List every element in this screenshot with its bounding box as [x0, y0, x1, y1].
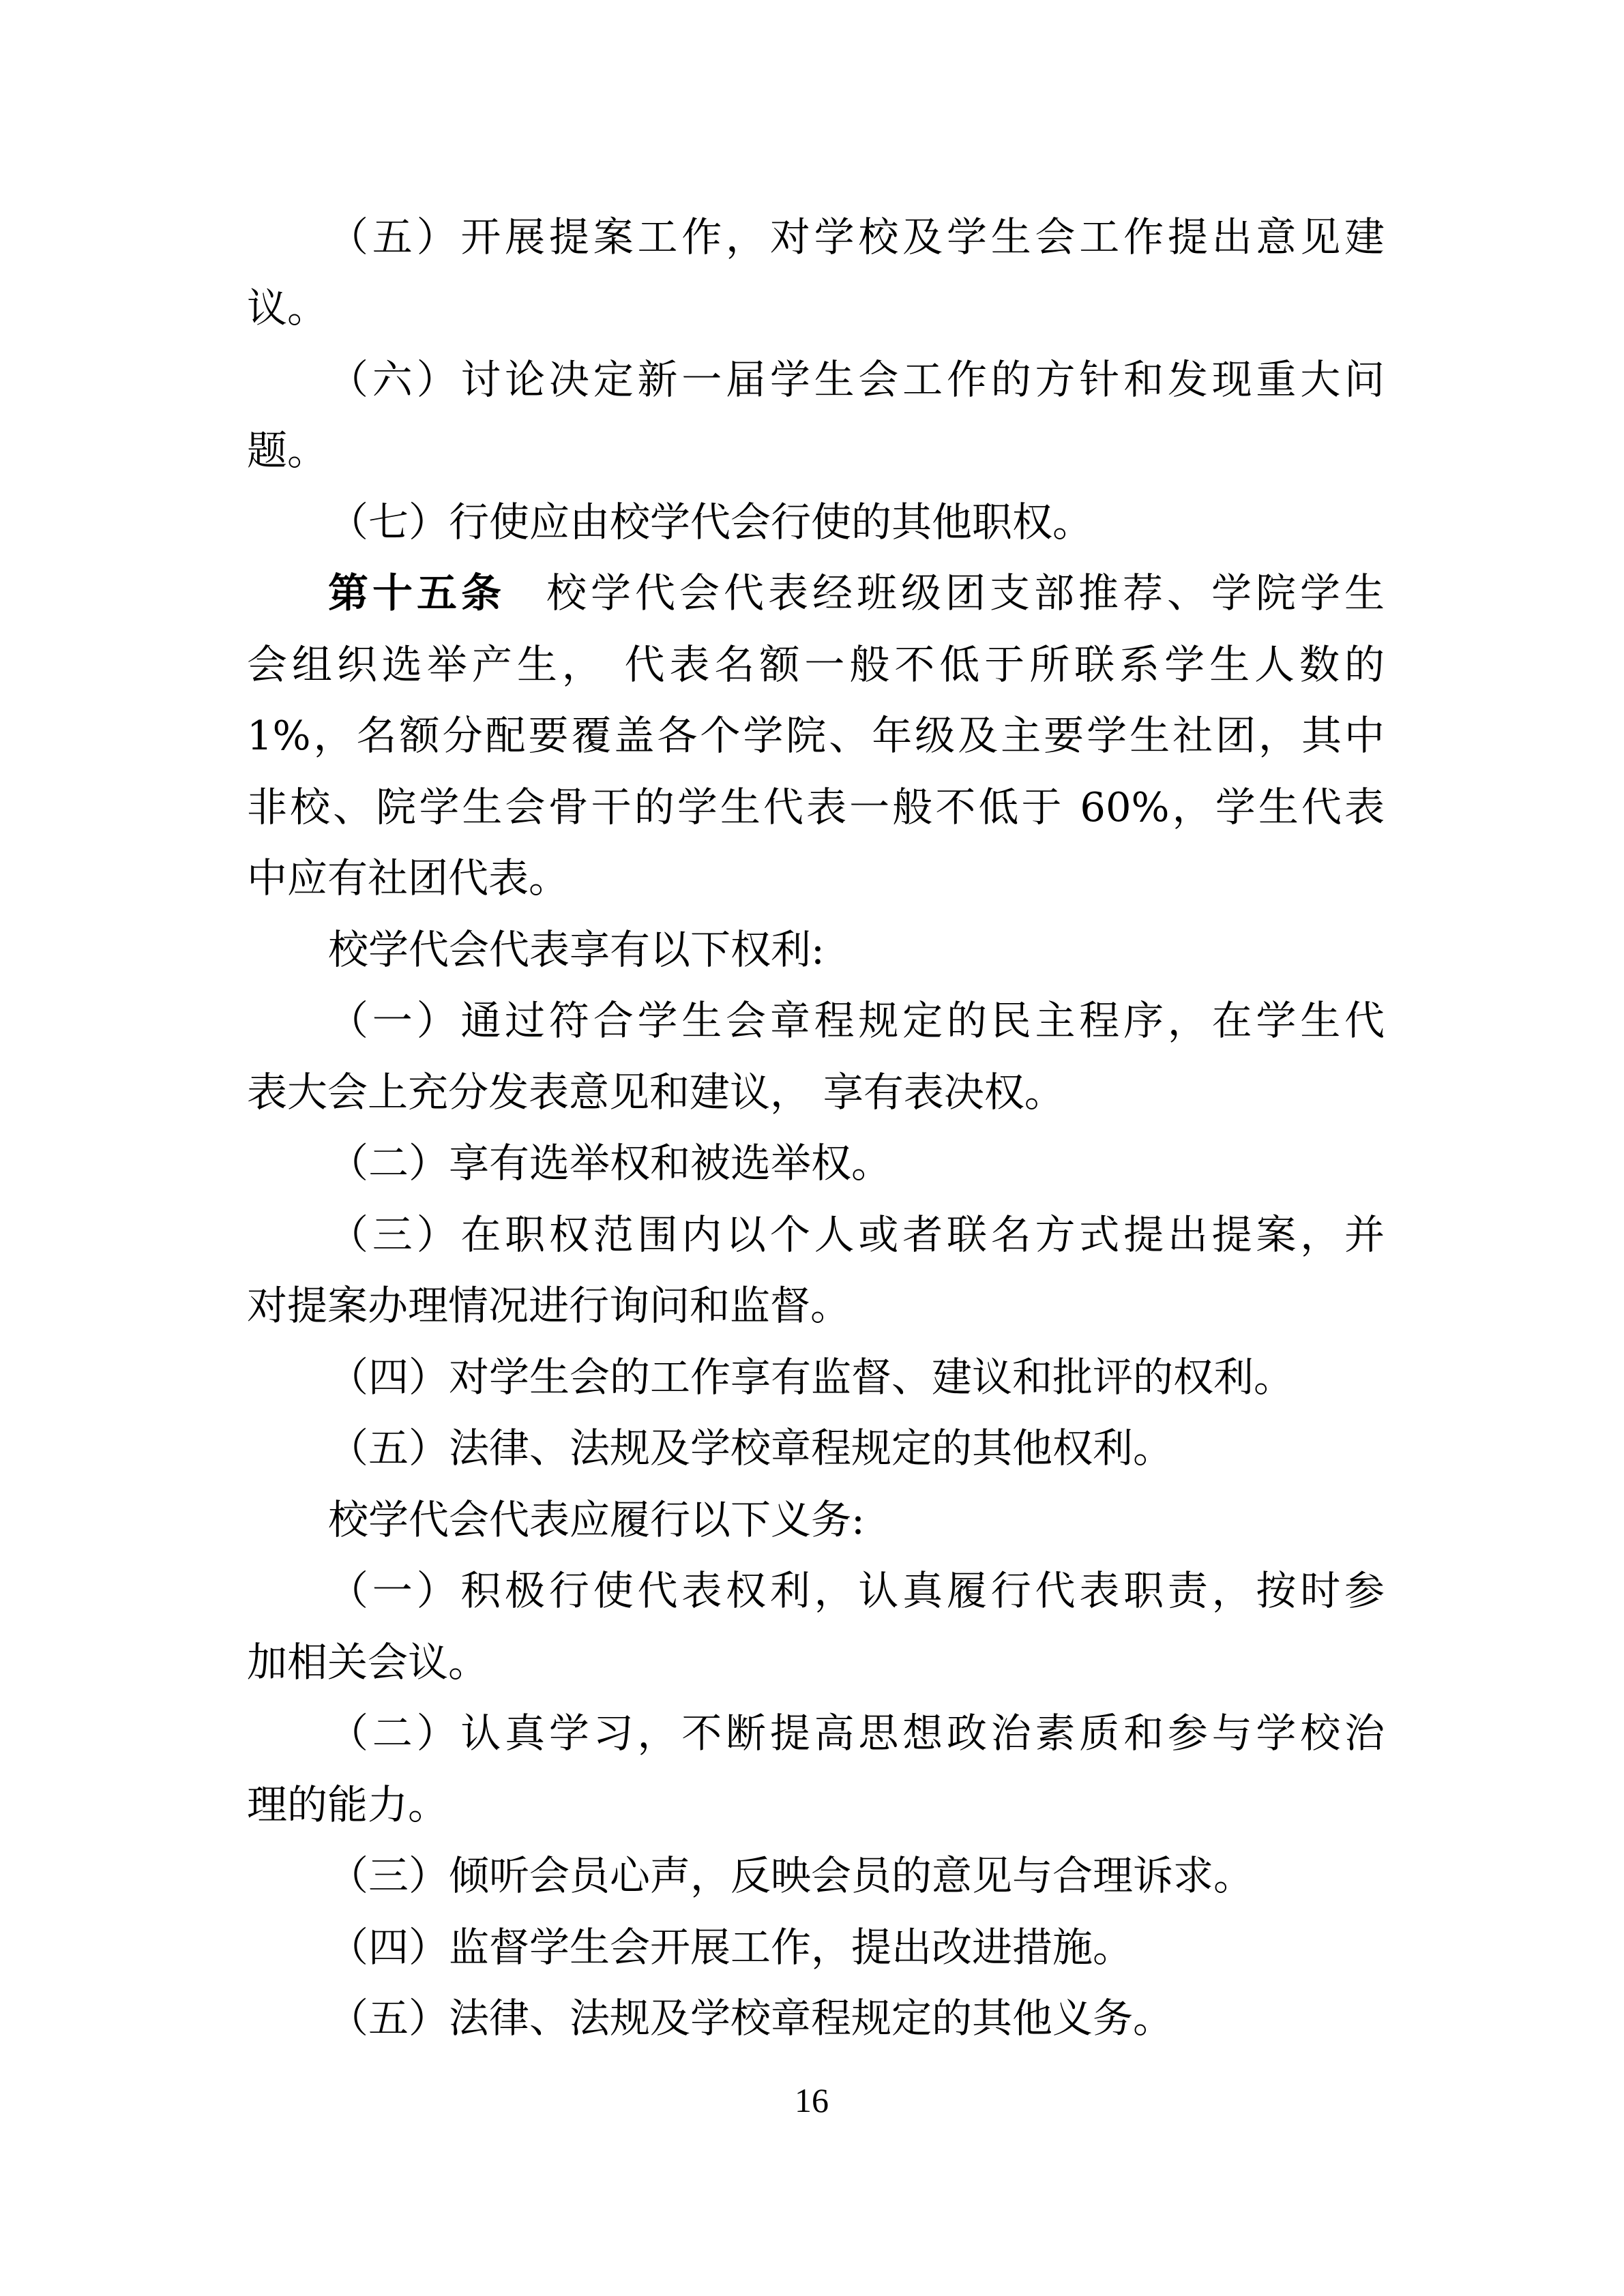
paragraph-line: （一）积极行使代表权利，认真履行代表职责，按时参: [328, 1567, 1385, 1614]
paragraph-line: （五）法律、法规及学校章程规定的其他权利。: [328, 1425, 1174, 1472]
paragraph-line: 校学代会代表享有以下权利:: [328, 926, 825, 973]
paragraph-line: 对提案办理情况进行询问和监督。: [247, 1282, 851, 1329]
paragraph-line: （六）讨论决定新一届学生会工作的方针和发现重大问: [328, 356, 1385, 403]
paragraph-line: 理的能力。: [247, 1781, 449, 1828]
paragraph-line: （四）监督学生会开展工作，提出改进措施。: [328, 1924, 1134, 1971]
paragraph-line: 1%，名额分配要覆盖各个学院、年级及主要学生社团，其中: [247, 712, 1385, 759]
paragraph-line: （五）法律、法规及学校章程规定的其他义务。: [328, 1995, 1174, 2042]
paragraph-line: （七）行使应由校学代会行使的其他职权。: [328, 498, 1093, 546]
paragraph-line: （二）认真学习，不断提高思想政治素质和参与学校治: [328, 1710, 1385, 1757]
paragraph-line: 校学代会代表应履行以下义务:: [328, 1496, 865, 1543]
paragraph-line: 中应有社团代表。: [247, 854, 570, 901]
paragraph-line: （四）对学生会的工作享有监督、建议和批评的权利。: [328, 1354, 1295, 1401]
paragraph-line: 非校、院学生会骨干的学生代表一般不低于 60%，学生代表: [247, 784, 1385, 831]
paragraph-line: 议。: [247, 284, 328, 331]
paragraph-line: 加相关会议。: [247, 1639, 489, 1686]
article-number: 第十五条: [328, 569, 505, 616]
paragraph-line: （二）享有选举权和被选举权。: [328, 1139, 892, 1187]
paragraph-line: 表大会上充分发表意见和建议， 享有表决权。: [247, 1069, 1065, 1116]
article-text: 校学代会代表经班级团支部推荐、学院学生: [546, 569, 1385, 616]
article-heading-line: [247, 566, 1385, 621]
paragraph-line: （三）在职权范围内以个人或者联名方式提出提案，并: [328, 1211, 1385, 1258]
page-number: 16: [795, 2081, 829, 2119]
paragraph-line: 会组织选举产生， 代表名额一般不低于所联系学生人数的: [247, 641, 1385, 688]
paragraph-line: （五）开展提案工作，对学校及学生会工作提出意见建: [328, 213, 1385, 260]
paragraph-line: （三）倾听会员心声，反映会员的意见与合理诉求。: [328, 1852, 1254, 1899]
paragraph-line: 题。: [247, 427, 328, 474]
paragraph-line: （一）通过符合学生会章程规定的民主程序，在学生代: [328, 997, 1385, 1044]
